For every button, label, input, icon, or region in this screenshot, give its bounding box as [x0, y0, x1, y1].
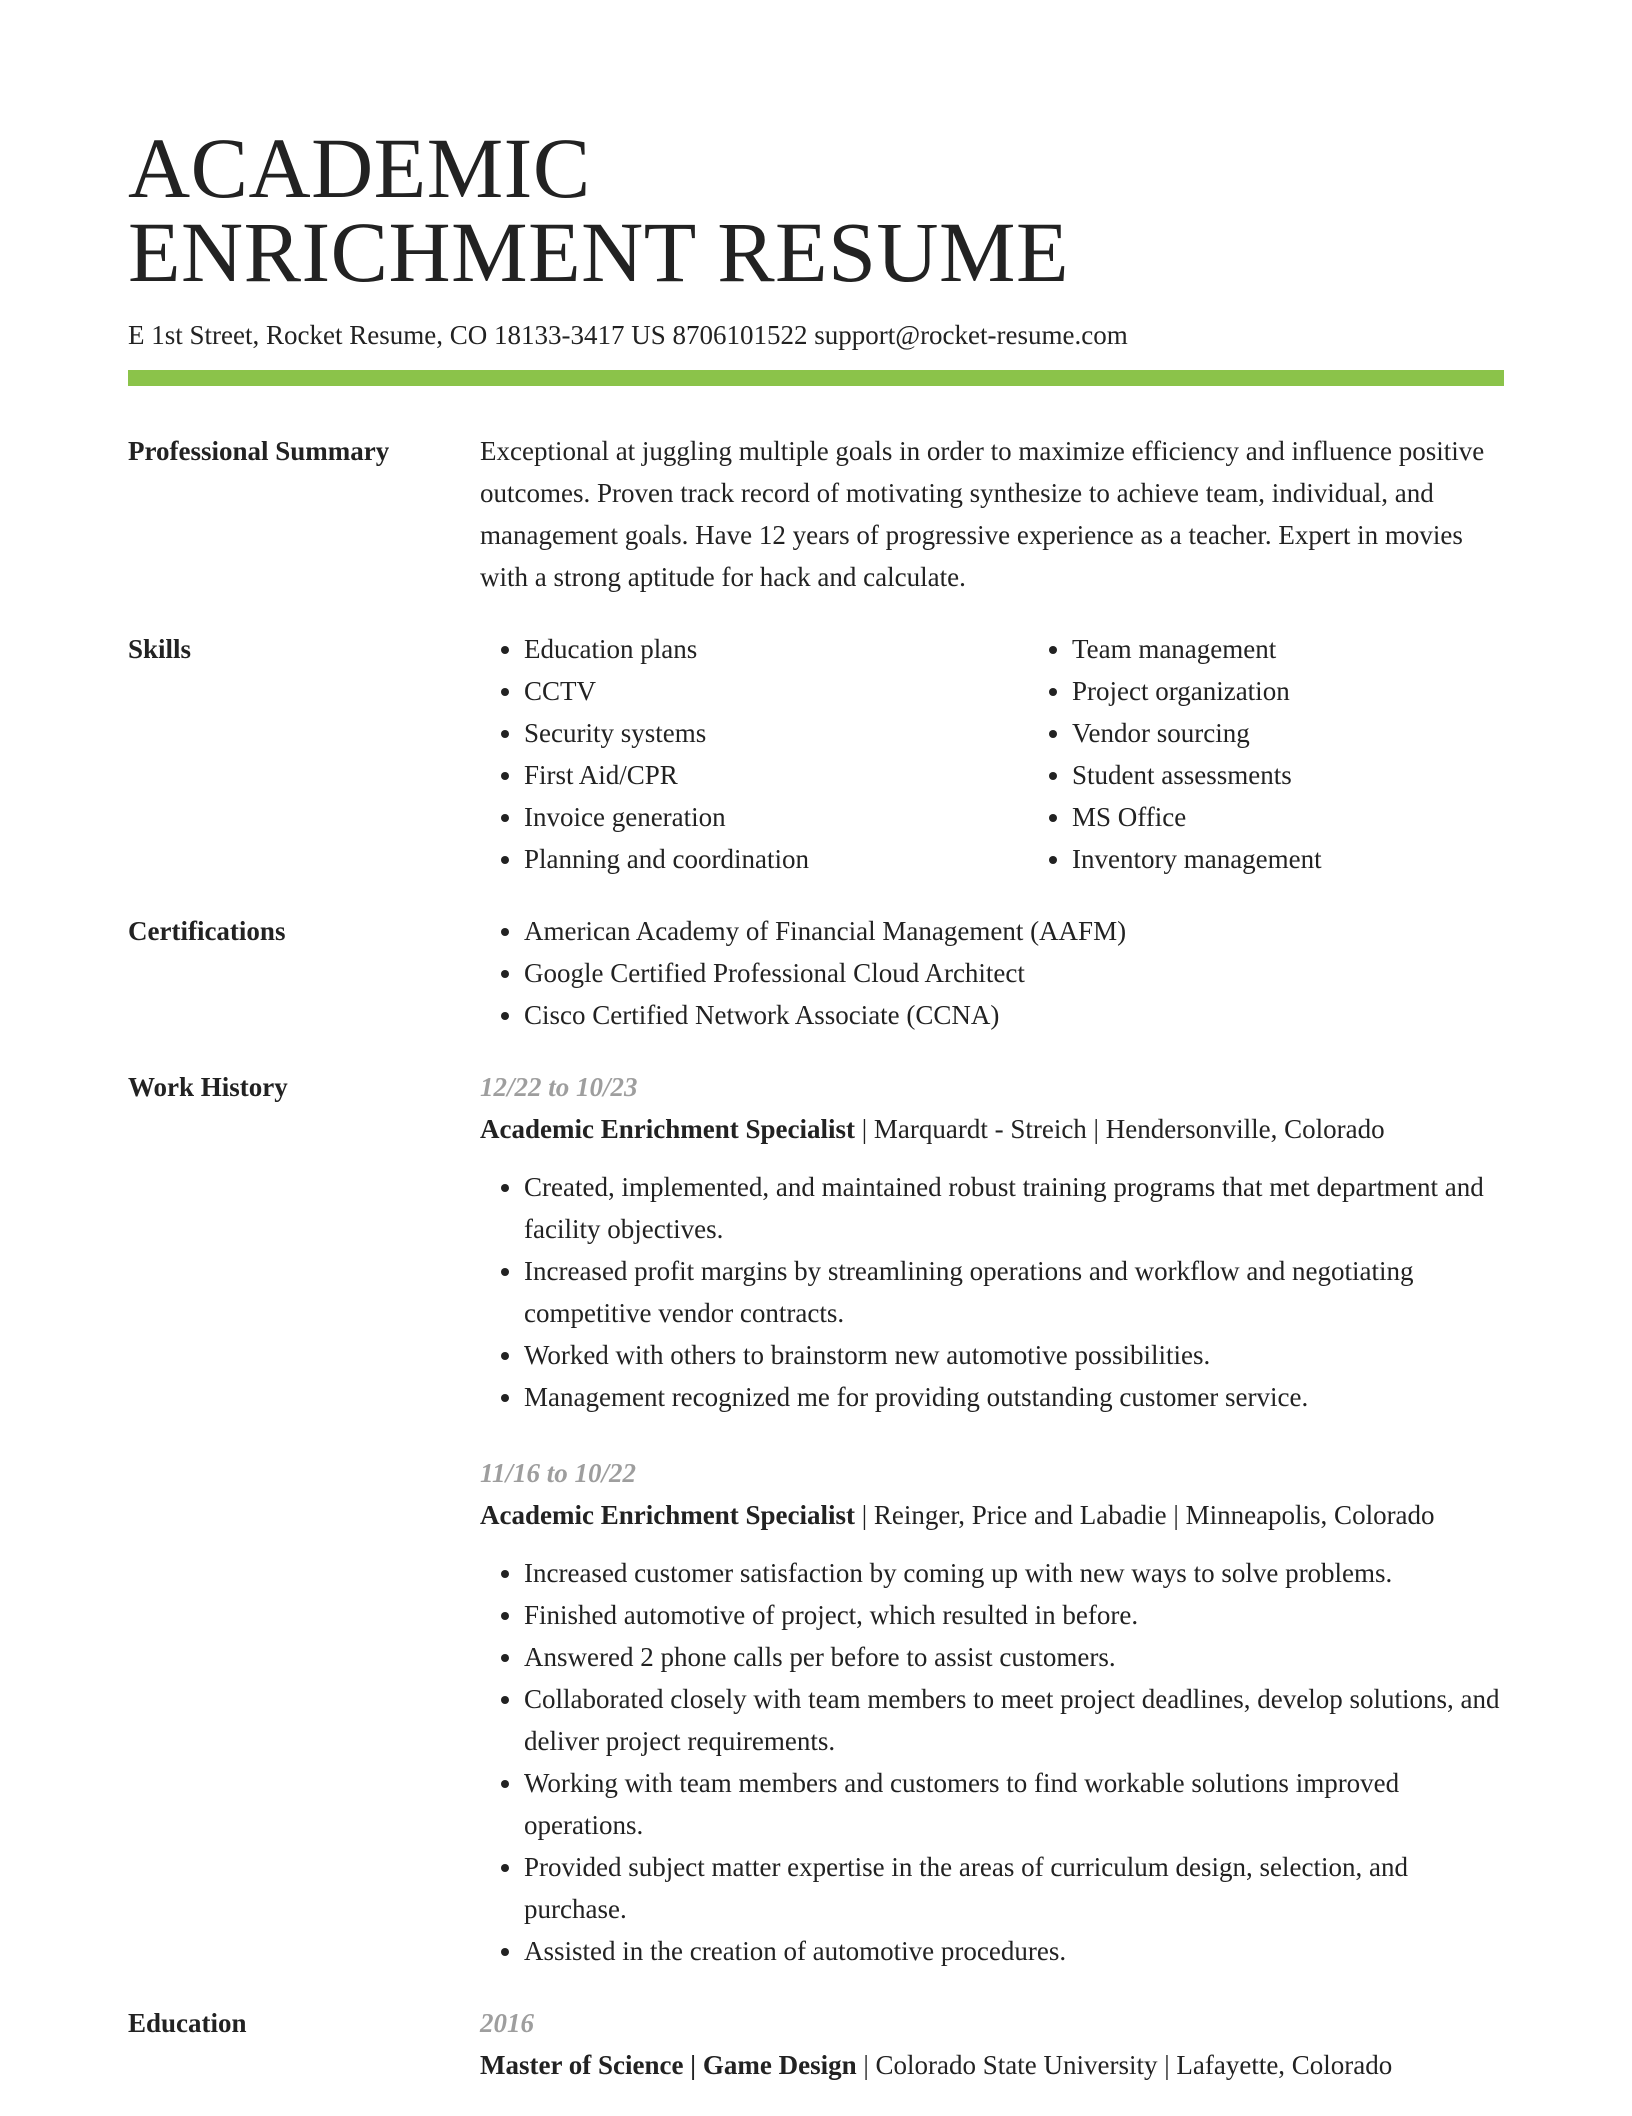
certification-item: • Google Certified Professional Cloud Architect: [524, 952, 1504, 994]
job-bullet: • Created, implemented, and maintained robust training programs that met department and facility objectives.: [524, 1166, 1504, 1250]
job-heading: [480, 1494, 1504, 1536]
skill-item: • Security systems: [524, 712, 1028, 754]
section-body: [480, 910, 1504, 1036]
section-label: Certifications: [128, 916, 286, 946]
job-bullets: [480, 1552, 1504, 1972]
section-body: [480, 430, 1504, 598]
education-heading: [480, 2044, 1504, 2086]
skill-item: • CCTV: [524, 670, 1028, 712]
skill-item: • Inventory management: [1072, 838, 1576, 880]
resume-header: [128, 120, 1504, 352]
skill-item: • Education plans: [524, 628, 1028, 670]
title-line-1: ACADEMIC: [128, 120, 591, 216]
job-dates: 12/22 to 10/23: [480, 1072, 638, 1102]
job-bullet: • Management recognized me for providing outstanding customer service.: [524, 1376, 1504, 1418]
skill-item: • MS Office: [1072, 796, 1576, 838]
job-bullet: • Finished automotive of project, which resulted in before.: [524, 1594, 1504, 1636]
skill-item: • Team management: [1072, 628, 1576, 670]
skills-list-right: [1028, 628, 1576, 880]
contact-line: E 1st Street, Rocket Resume, CO 18133-3417 US 8706101522 support@rocket-resume.com: [128, 320, 1128, 350]
job-bullet: • Assisted in the creation of automotive procedures.: [524, 1930, 1504, 1972]
section-label: Skills: [128, 634, 192, 664]
skills-columns: [480, 628, 1576, 880]
skill-item: • Invoice generation: [524, 796, 1028, 838]
job-heading: [480, 1108, 1504, 1150]
job-bullet: • Working with team members and customers to find workable solutions improved operations.: [524, 1762, 1504, 1846]
skill-item: • Planning and coordination: [524, 838, 1028, 880]
section-certifications: [128, 910, 1504, 1036]
education-details: | Colorado State University | Lafayette, Colorado: [856, 2050, 1393, 2080]
job-entry: [480, 1066, 1504, 1418]
section-work-history: [128, 1066, 1504, 1972]
job-dates: 11/16 to 10/22: [480, 1458, 637, 1488]
skill-item: • Vendor sourcing: [1072, 712, 1576, 754]
skills-list-left: [480, 628, 1028, 880]
certifications-list: [480, 910, 1504, 1036]
job-title: Academic Enrichment Specialist: [480, 1114, 855, 1144]
job-details: | Reinger, Price and Labadie | Minneapolis, Colorado: [854, 1500, 1435, 1530]
skill-item: • Project organization: [1072, 670, 1576, 712]
certification-item: • Cisco Certified Network Associate (CCNA): [524, 994, 1504, 1036]
section-label: Work History: [128, 1072, 288, 1102]
section-professional-summary: [128, 430, 1504, 598]
certification-item: • American Academy of Financial Management (AAFM): [524, 910, 1504, 952]
section-education: [128, 2002, 1504, 2086]
job-bullet: • Collaborated closely with team members to meet project deadlines, develop solutions, and deliver project requirements.: [524, 1678, 1504, 1762]
job-bullet: • Worked with others to brainstorm new automotive possibilities.: [524, 1334, 1504, 1376]
skill-item: • First Aid/CPR: [524, 754, 1028, 796]
job-bullet: • Increased customer satisfaction by coming up with new ways to solve problems.: [524, 1552, 1504, 1594]
job-title: Academic Enrichment Specialist: [480, 1500, 855, 1530]
section-skills: [128, 628, 1504, 880]
section-label: Education: [128, 2008, 247, 2038]
resume-sections: [128, 430, 1504, 2116]
accent-divider: [128, 370, 1504, 386]
job-details: | Marquardt - Streich | Hendersonville, Colorado: [854, 1114, 1385, 1144]
job-entry: [480, 1452, 1504, 1972]
title-line-2: ENRICHMENT RESUME: [128, 204, 1070, 300]
degree-title: Master of Science | Game Design: [480, 2050, 857, 2080]
section-body: [480, 2002, 1504, 2086]
education-year: 2016: [480, 2008, 534, 2038]
resume-title: [128, 120, 1504, 300]
job-bullet: • Provided subject matter expertise in the areas of curriculum design, selection, and purchase.: [524, 1846, 1504, 1930]
job-bullet: • Answered 2 phone calls per before to assist customers.: [524, 1636, 1504, 1678]
section-label: Professional Summary: [128, 436, 390, 466]
skill-item: • Student assessments: [1072, 754, 1576, 796]
summary-text: Exceptional at juggling multiple goals in order to maximize efficiency and influence positive outcomes. Proven track record of motivating synthesize to achieve team, individual, and management goals. Have 12 years of progressive experience as a teacher. Expert in movies with a strong aptitude for hack and calculate.: [480, 436, 1485, 592]
job-bullets: [480, 1166, 1504, 1418]
job-bullet: • Increased profit margins by streamlining operations and workflow and negotiating competitive vendor contracts.: [524, 1250, 1504, 1334]
section-body: [480, 1066, 1504, 1972]
